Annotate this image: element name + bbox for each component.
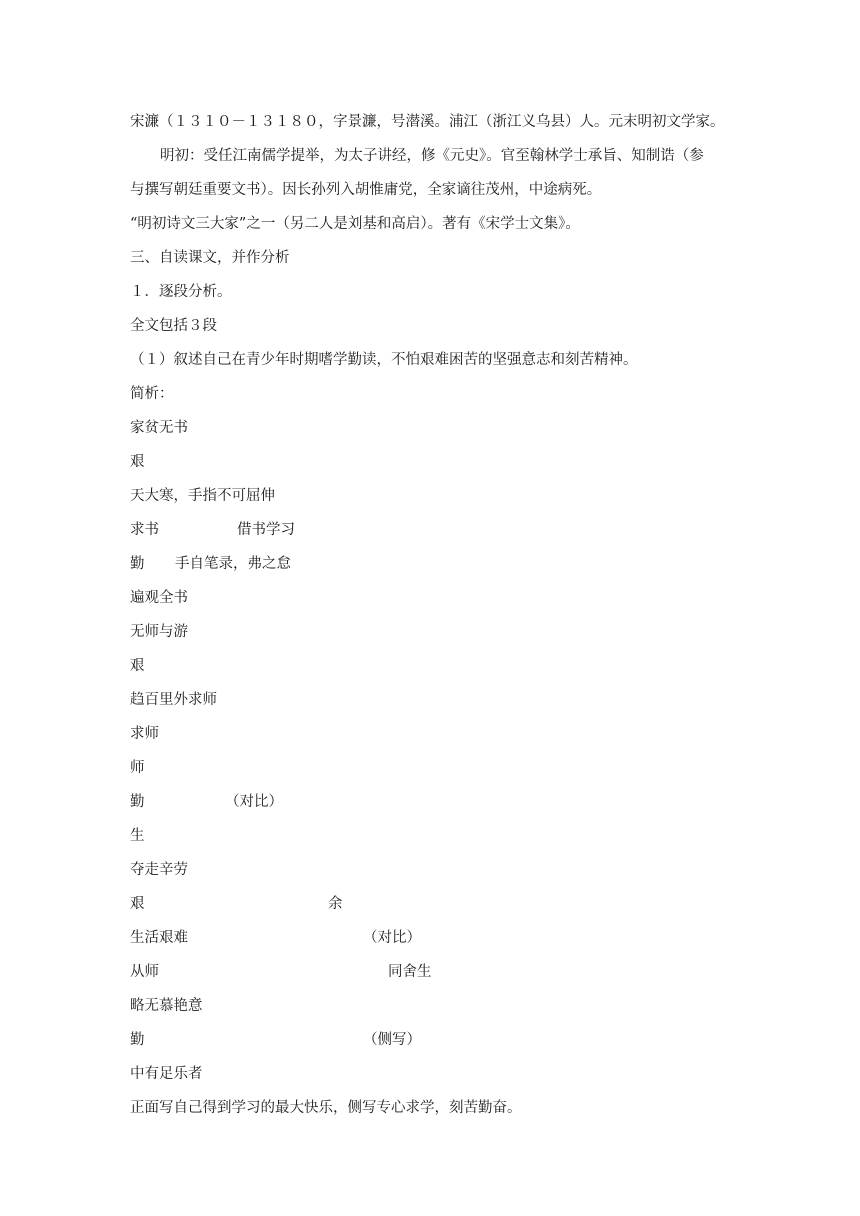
section-heading: 三、自读课文，并作分析: [130, 250, 290, 266]
analysis-note: （对比）: [225, 794, 283, 810]
analysis-line: 师: [130, 760, 145, 776]
intro-line-4: “明初诗文三大家”之一（另二人是刘基和高启）。著有《宋学士文集》。: [130, 216, 580, 232]
intro-line-2: 明初：受任江南儒学提举，为太子讲经，修《元史》。官至翰林学士承旨、知制诰（参: [160, 148, 704, 164]
analysis-line: 夺走辛劳: [130, 862, 188, 878]
analysis-detail: 余: [328, 896, 343, 912]
intro-line-1: 宋濂（１３１０－１３１８０，字景濂，号潜溪。浦江（浙江义乌县）人。元末明初文学家。: [130, 114, 725, 130]
brief-analysis-label: 简析：: [130, 386, 174, 402]
analysis-detail: 同舍生: [388, 964, 432, 980]
analysis-label: 勤: [130, 556, 145, 572]
analysis-line: 无师与游: [130, 624, 188, 640]
analysis-line: 艰: [130, 658, 145, 674]
analysis-label: 艰: [130, 896, 145, 912]
analysis-line: 趋百里外求师: [130, 692, 217, 708]
analysis-label: 勤: [130, 794, 145, 810]
analysis-label: 勤: [130, 1032, 145, 1048]
analysis-label: 生活艰难: [130, 930, 188, 946]
intro-line-3: 与撰写朝廷重要文书）。因长孙列入胡惟庸党，全家谪往茂州，中途病死。: [130, 182, 602, 198]
analysis-label: 从师: [130, 964, 159, 980]
subsection-heading: １．逐段分析。: [130, 284, 232, 300]
analysis-line: 求师: [130, 726, 159, 742]
analysis-line: 家贫无书: [130, 420, 188, 436]
analysis-line: 天大寒，手指不可屈伸: [130, 488, 275, 504]
analysis-label: 求书: [130, 522, 159, 538]
analysis-line: 艰: [130, 454, 145, 470]
analysis-detail: 手自笔录，弗之怠: [175, 556, 291, 572]
analysis-detail: 借书学习: [237, 522, 295, 538]
analysis-conclusion: 正面写自己得到学习的最大快乐，侧写专心求学，刻苦勤奋。: [130, 1100, 522, 1116]
summary-text: 全文包括３段: [130, 318, 217, 334]
analysis-note: （侧写）: [363, 1032, 421, 1048]
analysis-line: 中有足乐者: [130, 1066, 203, 1082]
paragraph-one-summary: （１）叙述自己在青少年时期嗜学勤读，不怕艰难困苦的坚强意志和刻苦精神。: [130, 352, 638, 368]
analysis-note: （对比）: [363, 930, 421, 946]
analysis-line: 生: [130, 828, 145, 844]
analysis-line: 略无慕艳意: [130, 998, 203, 1014]
analysis-line: 遍观全书: [130, 590, 188, 606]
